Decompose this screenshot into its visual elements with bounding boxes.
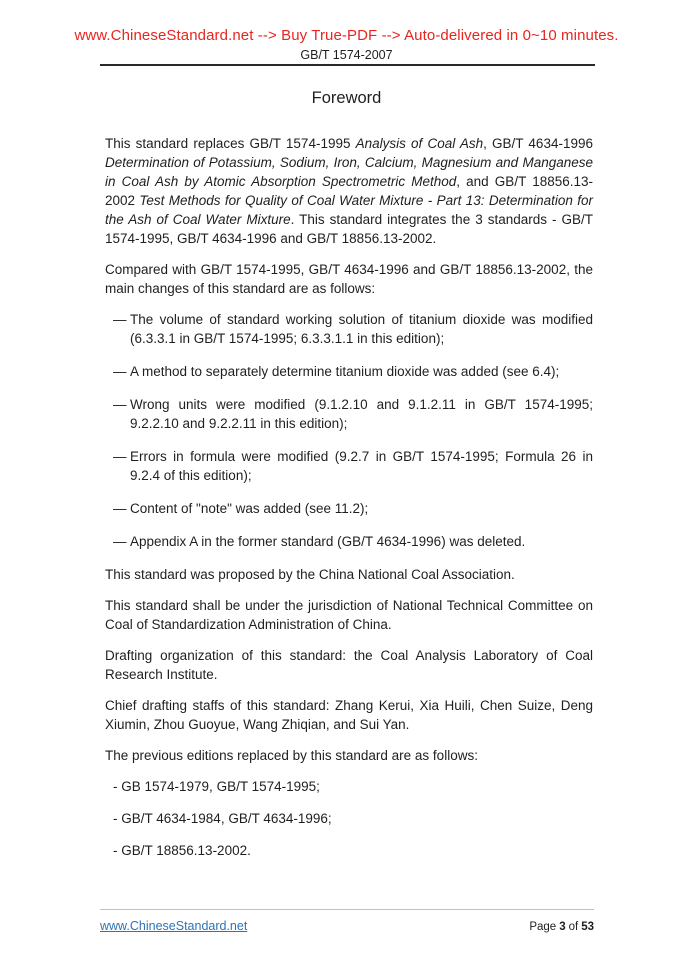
dash-bullet: —	[113, 364, 127, 379]
change-item-text: Content of "note" was added (see 11.2);	[130, 501, 369, 516]
dash-bullet: —	[113, 449, 127, 464]
of-word: of	[568, 921, 579, 933]
page-title: Foreword	[311, 89, 382, 107]
change-item	[113, 310, 593, 348]
change-item-text: The volume of standard working solution of titanium dioxide was modified (6.3.3.1 in GB/T 1574-1995; 6.3.3.1.1 in this edition);	[130, 312, 593, 346]
paragraph: Drafting organization of this standard: the Coal Analysis Laboratory of Coal Research Institute.	[105, 648, 593, 682]
dash-bullet: —	[113, 397, 127, 412]
changes-list	[113, 310, 593, 551]
change-item	[113, 362, 593, 381]
previous-edition-item: - GB/T 18856.13-2002.	[113, 843, 251, 858]
change-item	[113, 499, 593, 518]
paragraph: The previous editions replaced by this standard are as follows:	[105, 748, 478, 763]
header-rule	[100, 64, 595, 66]
change-item-text: Wrong units were modified (9.1.2.10 and 9.1.2.11 in GB/T 1574-1995; 9.2.2.10 and 9.2.2.11 in this edition);	[130, 397, 593, 431]
dash-bullet: —	[113, 312, 127, 327]
page-indicator	[529, 921, 594, 933]
previous-editions-list	[105, 777, 593, 860]
change-item	[113, 447, 593, 485]
paragraph: Chief drafting staffs of this standard: Zhang Kerui, Xia Huili, Chen Suize, Deng Xiumin, Zhou Guoyue, Wang Zhiqian, and Sui Yan.	[105, 698, 593, 732]
compared-paragraph: Compared with GB/T 1574-1995, GB/T 4634-1996 and GB/T 18856.13-2002, the main changes of this standard are as follows:	[105, 262, 593, 296]
dash-bullet: —	[113, 501, 127, 516]
change-item-text: Errors in formula were modified (9.2.7 in GB/T 1574-1995; Formula 26 in 9.2.4 of this edition);	[130, 449, 593, 483]
page-number-current: 3	[559, 921, 566, 933]
document-content	[105, 134, 593, 860]
page-word: Page	[529, 921, 557, 933]
promo-banner-link[interactable]: www.ChineseStandard.net --> Buy True-PDF --> Auto-delivered in 0~10 minutes.	[74, 27, 619, 44]
change-item	[113, 395, 593, 433]
paragraph: This standard was proposed by the China National Coal Association.	[105, 567, 515, 582]
paragraph-list	[105, 565, 593, 765]
intro-paragraph: This standard replaces GB/T 1574-1995 Analysis of Coal Ash, GB/T 4634-1996 Determination of Potassium, Sodium, Iron, Calcium, Magnesium and Manganese in Coal Ash by Atomic Absorption Spectrometric Method, and GB/T 18856.13-2002 Test Methods for Quality of Coal Water Mixture - Part 13: Determination for the Ash of Coal Water Mixture. This standard integrates the 3 standards - GB/T 1574-1995, GB/T 4634-1996 and GB/T 18856.13-2002.	[105, 136, 594, 246]
previous-edition-item: - GB/T 4634-1984, GB/T 4634-1996;	[113, 811, 332, 826]
dash-bullet: —	[113, 534, 127, 549]
paragraph: This standard shall be under the jurisdiction of National Technical Committee on Coal of Standardization Administration of China.	[105, 598, 593, 632]
change-item-text: A method to separately determine titanium dioxide was added (see 6.4);	[130, 364, 560, 379]
previous-edition-item: - GB 1574-1979, GB/T 1574-1995;	[113, 779, 320, 794]
footer-link[interactable]: www.ChineseStandard.net	[100, 919, 248, 933]
page-number-total: 53	[581, 921, 594, 933]
change-item	[113, 532, 593, 551]
change-item-text: Appendix A in the former standard (GB/T 4634-1996) was deleted.	[130, 534, 526, 549]
doc-code-label: GB/T 1574-2007	[300, 48, 393, 62]
page-footer	[100, 909, 594, 933]
